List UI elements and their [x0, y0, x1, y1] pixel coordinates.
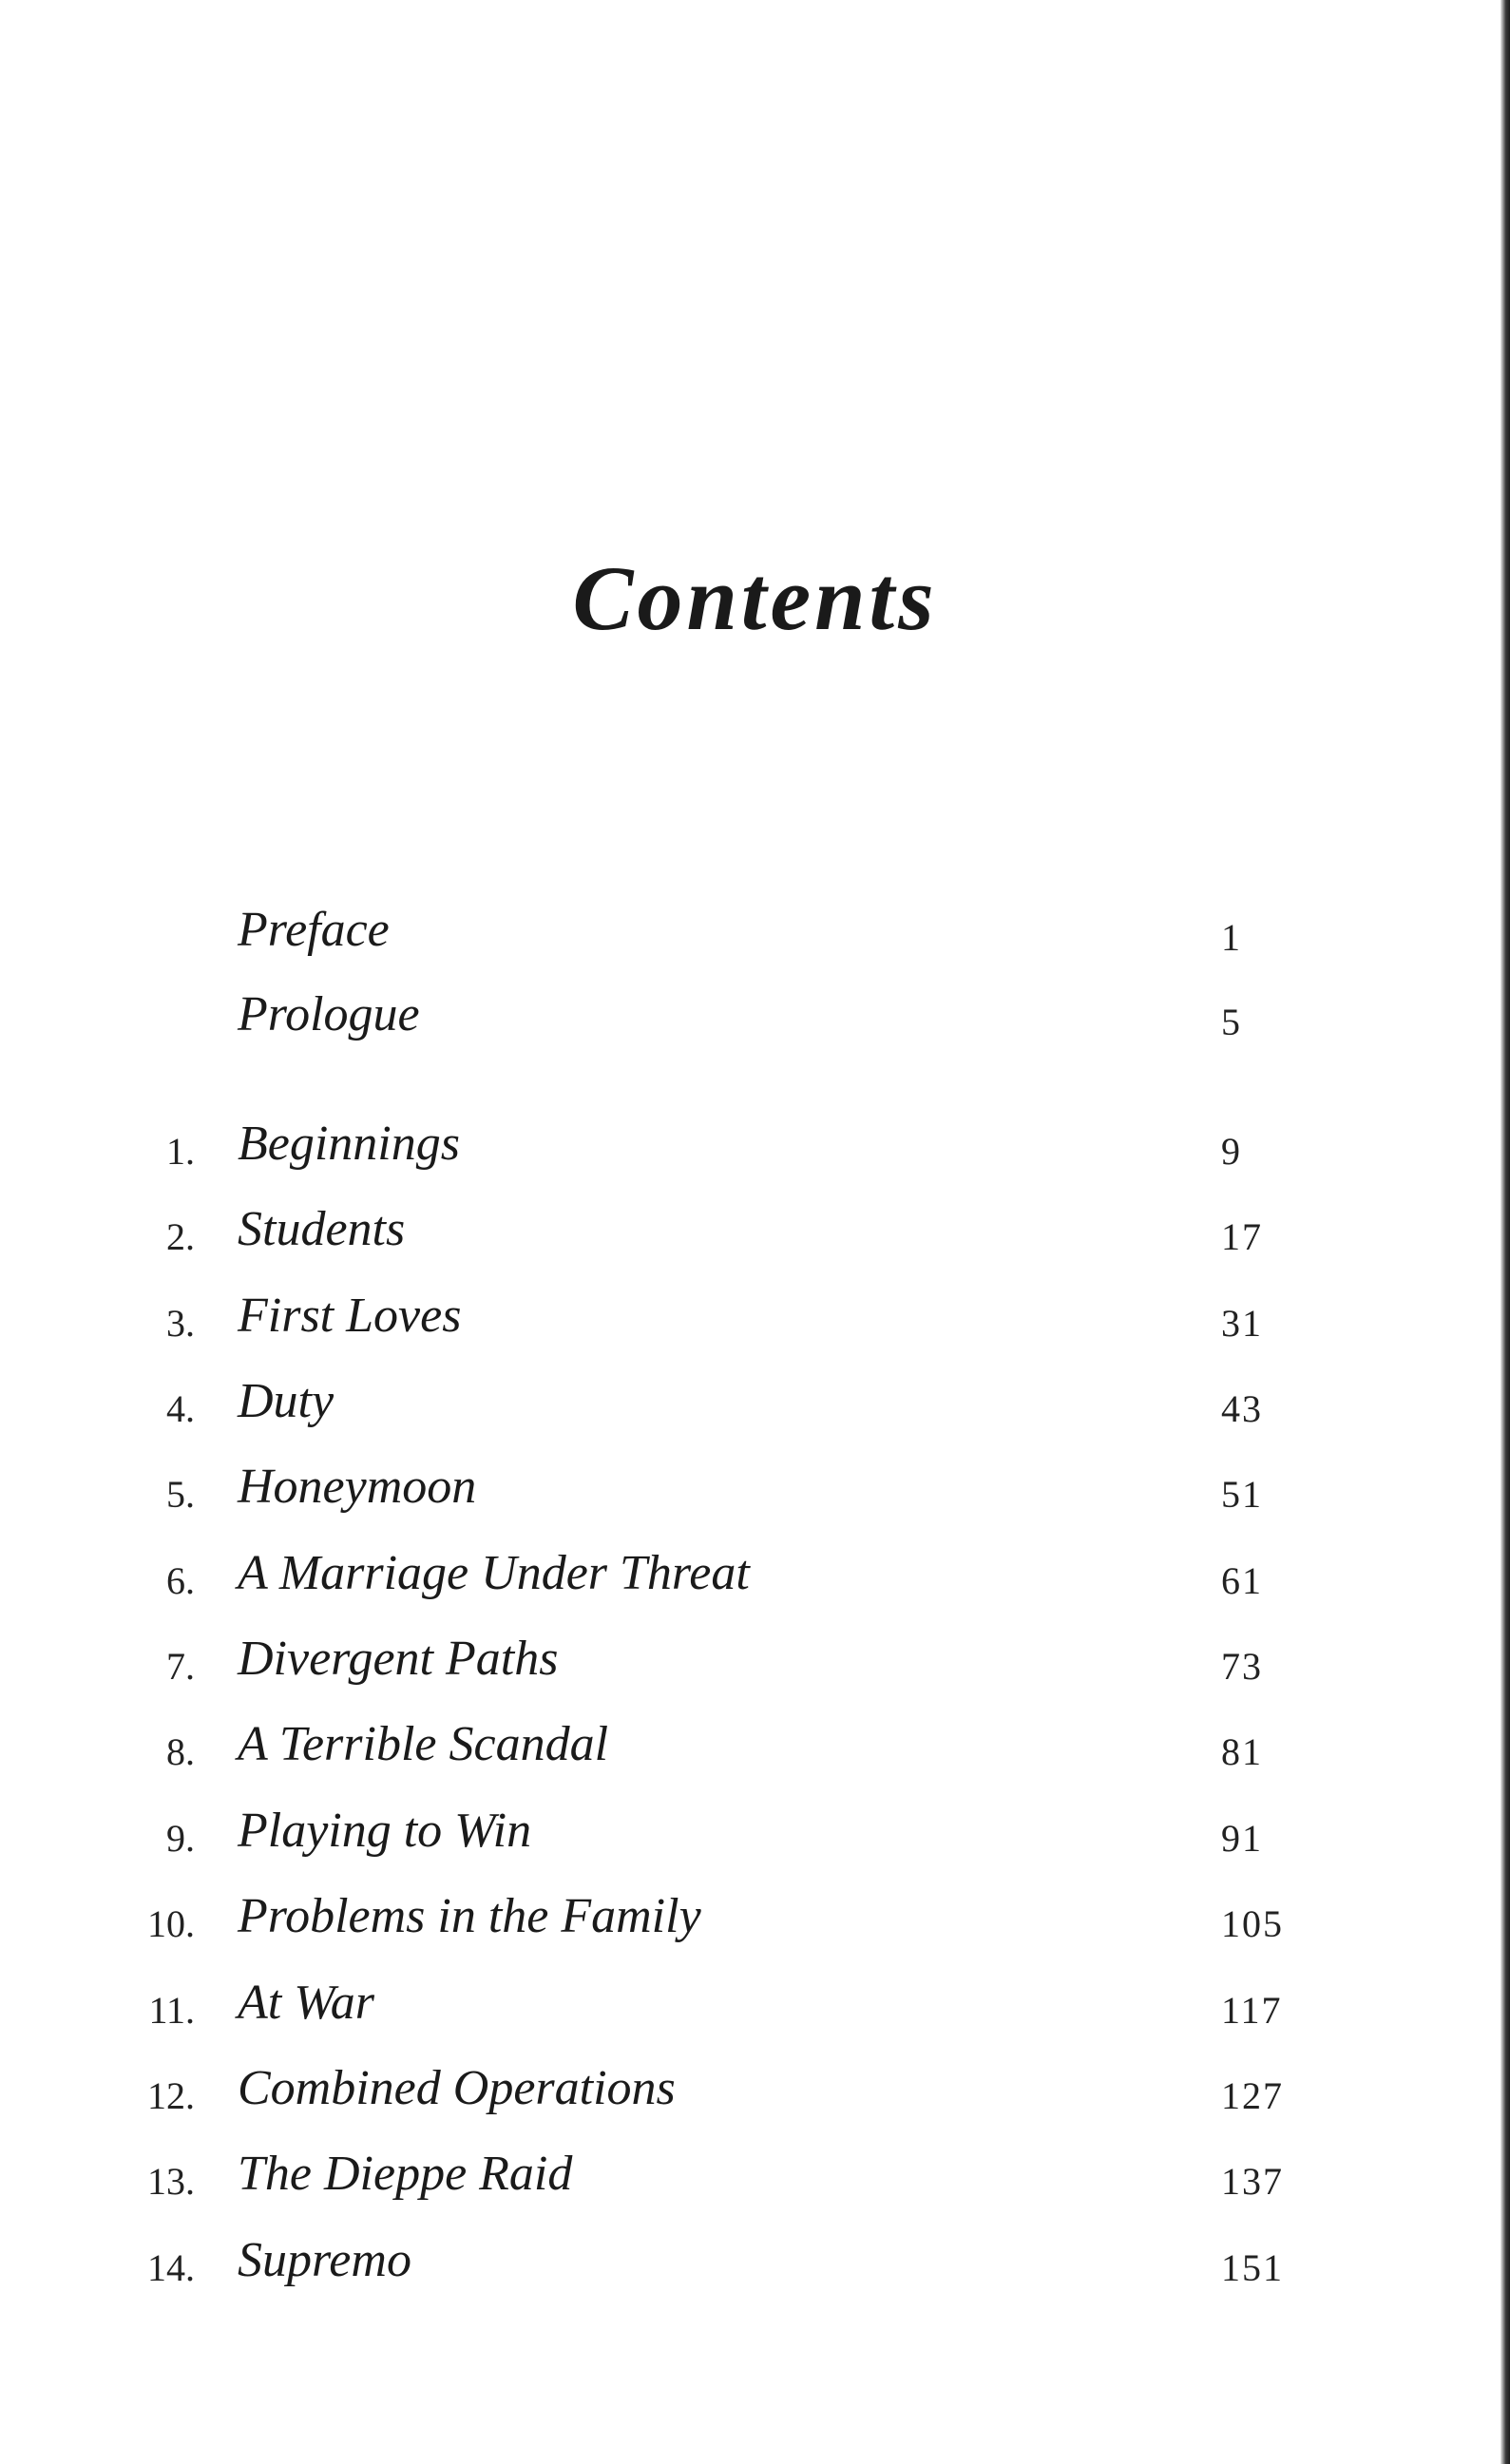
toc-entry-chapter[interactable] — [0, 1367, 1510, 1443]
toc-entry-page: 43 — [1221, 1387, 1263, 1430]
toc-entry-chapter[interactable] — [0, 1797, 1510, 1873]
toc-entry-title: First Loves — [238, 1289, 462, 1343]
toc-entry-number: 5. — [166, 1473, 195, 1516]
toc-entry-title: The Dieppe Raid — [238, 2147, 573, 2201]
toc-entry-page: 61 — [1221, 1559, 1263, 1602]
toc-entry-number: 2. — [166, 1215, 195, 1258]
toc-entry-page: 117 — [1221, 1989, 1283, 2032]
toc-entry-chapter[interactable] — [0, 1453, 1510, 1529]
toc-entry-title: Combined Operations — [238, 2061, 676, 2115]
toc-entry-page: 137 — [1221, 2160, 1284, 2203]
toc-entry-number: 9. — [166, 1817, 195, 1860]
toc-entry-number: 10. — [147, 1902, 195, 1945]
toc-entry-page: 51 — [1221, 1473, 1263, 1516]
toc-entry-number: 11. — [148, 1989, 195, 2032]
toc-entry-chapter[interactable] — [0, 1539, 1510, 1615]
toc-entry-title: Playing to Win — [238, 1804, 532, 1858]
toc-entry-number: 14. — [147, 2246, 195, 2289]
toc-entry-chapter[interactable] — [0, 1195, 1510, 1271]
toc-entry-page: 1 — [1221, 916, 1242, 959]
toc-entry-chapter[interactable] — [0, 1282, 1510, 1358]
toc-entry-page: 17 — [1221, 1215, 1263, 1258]
toc-entry-chapter[interactable] — [0, 1625, 1510, 1701]
toc-entry-page: 127 — [1221, 2074, 1284, 2117]
toc-entry-page: 91 — [1221, 1817, 1263, 1860]
toc-entry-title: At War — [238, 1976, 374, 2030]
toc-entry-number: 3. — [166, 1302, 195, 1345]
toc-entry-number: 4. — [166, 1387, 195, 1430]
toc-entry-number: 13. — [147, 2160, 195, 2203]
toc-entry-chapter[interactable] — [0, 2054, 1510, 2130]
toc-entry-chapter[interactable] — [0, 1882, 1510, 1958]
toc-entry-title: Prologue — [238, 987, 420, 1041]
toc-entry-title: A Terrible Scandal — [238, 1717, 609, 1771]
toc-entry-prologue[interactable] — [0, 981, 1510, 1057]
toc-entry-preface[interactable] — [0, 896, 1510, 972]
toc-entry-number: 1. — [166, 1130, 195, 1173]
toc-entry-page: 151 — [1221, 2246, 1284, 2289]
toc-entry-number: 7. — [166, 1645, 195, 1688]
toc-entry-title: Supremo — [238, 2233, 411, 2287]
toc-entry-chapter[interactable] — [0, 1969, 1510, 2045]
toc-entry-page: 5 — [1221, 1001, 1242, 1043]
toc-entry-title: Beginnings — [238, 1117, 460, 1171]
toc-entry-title: Students — [238, 1202, 406, 1256]
toc-entry-title: Divergent Paths — [238, 1632, 559, 1686]
toc-entry-title: Problems in the Family — [238, 1889, 701, 1943]
toc-entry-page: 73 — [1221, 1645, 1263, 1688]
toc-entry-page: 81 — [1221, 1730, 1263, 1773]
toc-entry-page: 31 — [1221, 1302, 1263, 1345]
toc-entry-chapter[interactable] — [0, 1110, 1510, 1186]
toc-entry-title: Preface — [238, 903, 390, 957]
toc-entry-number: 12. — [147, 2074, 195, 2117]
toc-entry-chapter[interactable] — [0, 2140, 1510, 2216]
toc-entry-number: 8. — [166, 1730, 195, 1773]
toc-entry-title: A Marriage Under Threat — [238, 1546, 750, 1600]
toc-entry-page: 105 — [1221, 1902, 1284, 1945]
toc-entry-chapter[interactable] — [0, 1710, 1510, 1786]
page-title: Contents — [572, 547, 938, 650]
toc-entry-number: 6. — [166, 1559, 195, 1602]
toc-entry-chapter[interactable] — [0, 2226, 1510, 2302]
toc-entry-title: Duty — [238, 1374, 334, 1428]
toc-entry-page: 9 — [1221, 1130, 1242, 1173]
toc-entry-title: Honeymoon — [238, 1460, 477, 1514]
